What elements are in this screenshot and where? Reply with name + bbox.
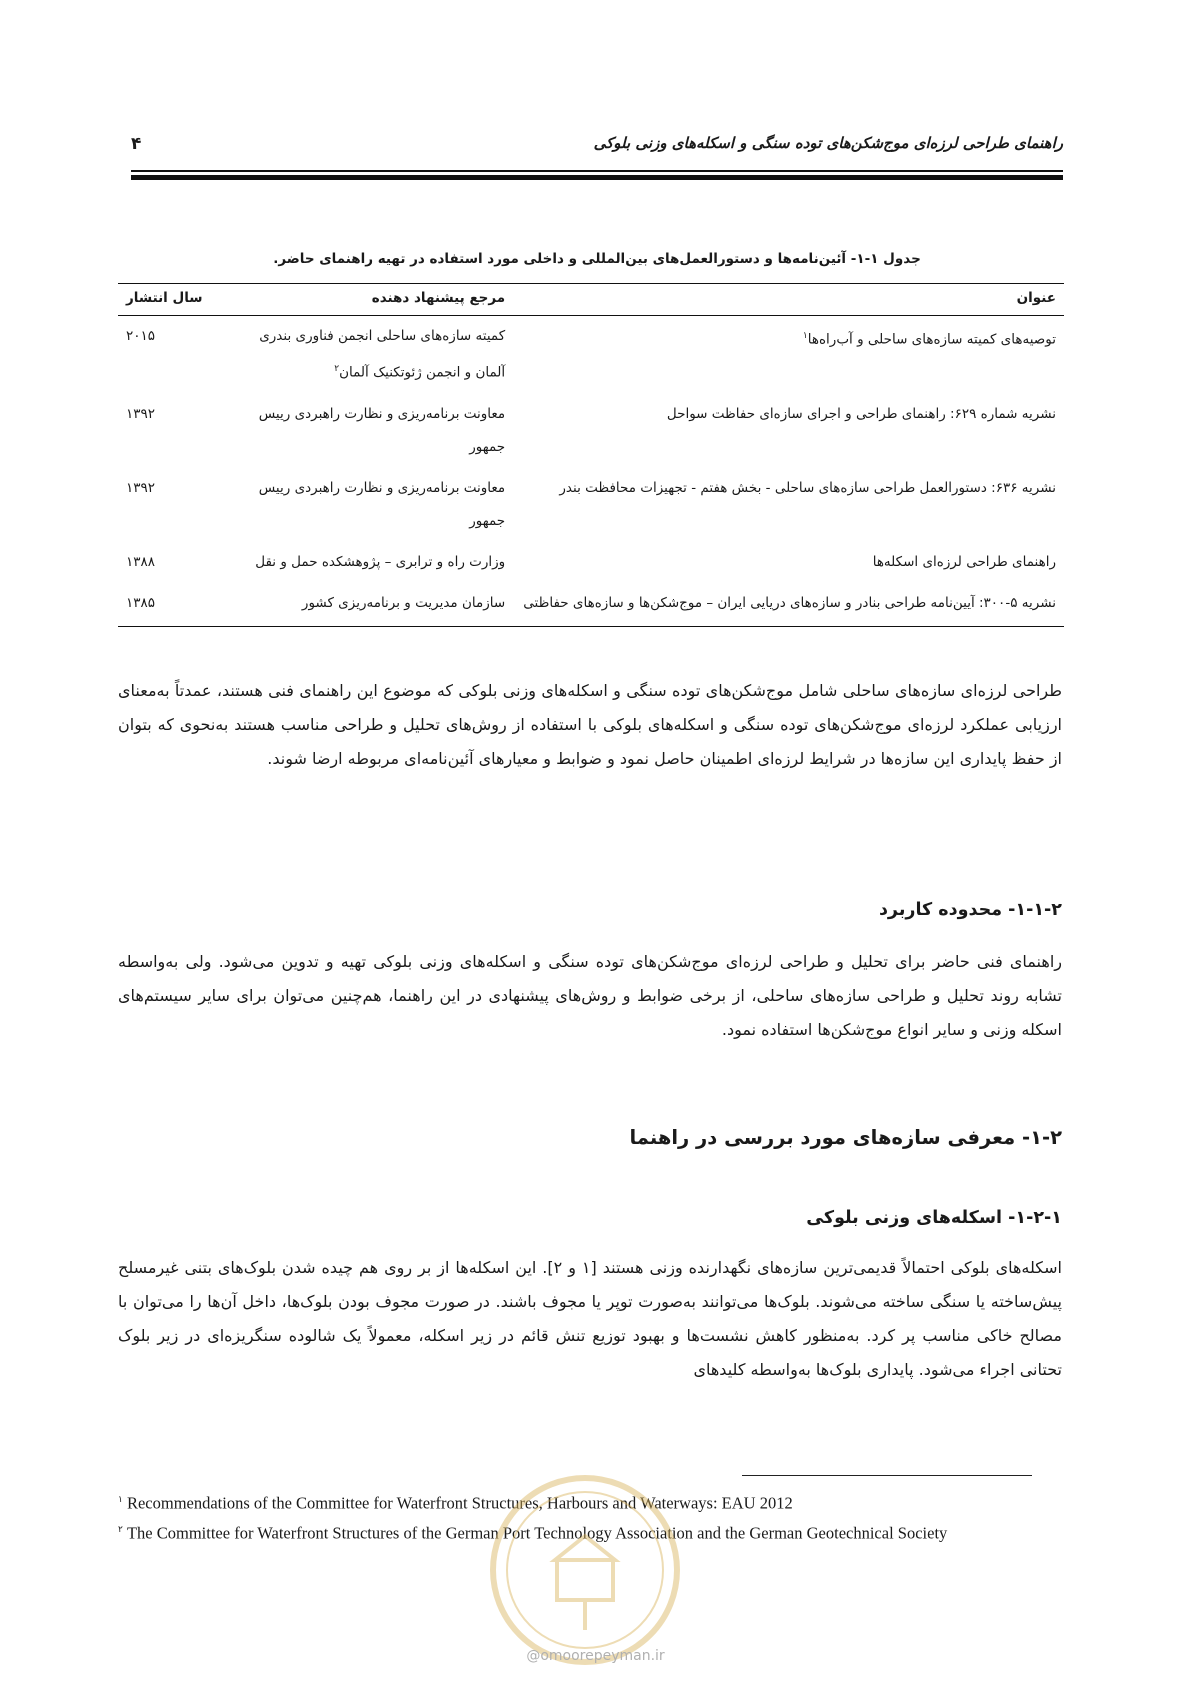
scope-paragraph: راهنمای فنی حاضر برای تحلیل و طراحی لرزه‌ای موج‌شکن‌های توده سنگی و اسکله‌های وزنی بلوکی تهیه و تدوین می‌شود. ولی به‌واسطه تشابه روند تحلیل و طراحی سازه‌های ساحلی، از برخی ضوابط و روش‌های پیشنهادی در این راهنما، هم‌چنین می‌توان برای سایر سیستم‌های اسکله وزنی و سایر انواع موج‌شکن‌ها استفاده نمود. — [118, 952, 1062, 1039]
column-header-year: سال انتشار — [118, 284, 224, 316]
seal-watermark-icon — [485, 1470, 685, 1670]
table-row — [118, 316, 1064, 394]
table-header-row — [118, 284, 1064, 316]
intro-paragraph: طراحی لرزه‌ای سازه‌های ساحلی شامل موج‌شکن‌های توده سنگی و اسکله‌های وزنی بلوکی که موضوع این راهنمای فنی هستند، عمدتاً به‌معنای ارزیابی عملکرد لرزه‌ای موج‌شکن‌های توده سنگی و اسکله‌های بلوکی با استفاده از روش‌های تحلیل و طراحی مناسب هستند به‌نحوی که بتوان از حفظ پایداری این سازه‌ها در شرایط لرزه‌ای اطمینان حاصل نمود و ضوابط و معیارهای آئین‌نامه‌ای مربوطه ارضا شوند. — [118, 681, 1062, 768]
cell-reference: کمیته سازه‌های ساحلی انجمن فناوری بندری آلمان و انجمن ژئوتکنیک آلمان$^۲$ — [259, 328, 506, 381]
site-watermark: @omoorepeyman.ir — [526, 1648, 665, 1664]
cell-title: راهنمای طراحی لرزه‌ای اسکله‌ها — [872, 553, 1056, 570]
page-number: ۴ — [131, 134, 142, 154]
running-title: راهنمای طراحی لرزه‌ای موج‌شکن‌های توده سنگی و اسکله‌های وزنی بلوکی — [593, 134, 1063, 152]
header-rule-thin — [131, 170, 1063, 172]
cell-reference: سازمان مدیریت و برنامه‌ریزی کشور — [224, 583, 514, 627]
section-heading-structures: ۱-۲- معرفی سازه‌های مورد بررسی در راهنما — [629, 1126, 1062, 1149]
cell-year: ۲۰۱۵ — [126, 328, 156, 344]
cell-year: ۱۳۹۲ — [126, 405, 156, 422]
cell-reference: وزارت راه و ترابری – پژوهشکده حمل و نقل — [255, 553, 506, 570]
table-row — [118, 394, 1064, 468]
cell-title: نشریه شماره ۶۲۹: راهنمای طراحی و اجرای سازه‌ای حفاظت سواحل — [666, 405, 1056, 422]
footnote-ref[interactable]: ۲ — [334, 364, 340, 374]
cell-title: نشریه ۵-۳۰۰: آیین‌نامه طراحی بنادر و سازه‌های دریایی ایران – موج‌شکن‌ها و سازه‌های حفاظتی — [513, 583, 1064, 627]
cell-title: نشریه ۶۳۶: دستورالعمل طراحی سازه‌های ساحلی - بخش هفتم - تجهیزات محافظت بندر — [559, 479, 1056, 496]
cell-reference: معاونت برنامه‌ریزی و نظارت راهبردی رییس جمهور — [258, 479, 506, 529]
cell-year: ۱۳۸۵ — [118, 583, 224, 627]
table-row — [118, 468, 1064, 542]
cell-year: ۱۳۹۲ — [126, 479, 156, 496]
table-caption: جدول ۱-۱- آئین‌نامه‌ها و دستورالعمل‌های بین‌المللی و داخلی مورد استفاده در تهیه راهنمای حاضر. — [273, 251, 921, 267]
footnote-text: Recommendations of the Committee for Waterfront Structures, Harbours and Waterways: EAU 2012 — [126, 1493, 793, 1513]
footnote-mark: ۲ — [118, 1524, 123, 1534]
at-icon: @ — [526, 1648, 541, 1664]
header-rule-thick — [131, 175, 1063, 180]
footnote-mark: ۱ — [118, 1494, 123, 1504]
footnote-separator — [742, 1475, 1032, 1476]
footnote-text: The Committee for Waterfront Structures of the German Port Technology Association and the German Geotechnical Society — [126, 1523, 948, 1543]
block-quays-paragraph: اسکله‌های بلوکی احتمالاً قدیمی‌ترین سازه‌های نگهدارنده وزنی هستند [۱ و ۲]. این اسکله‌ها از بر روی هم چیده شدن بلوک‌های بتنی غیرمسلح پیش‌ساخته یا سنگی ساخته می‌شوند. بلوک‌ها می‌توانند به‌صورت توپر یا مجوف باشند. در صورت مجوف بودن بلوک‌ها، داخل آن‌ها را می‌توان با مصالح خاکی مناسب پر کرد. به‌منظور کاهش نشست‌ها و بهبود توزیع تنش قائم در زیر اسکله، معمولاً یک شالوده سنگریزه‌ای در زیر بلوک تحتانی اجراء می‌شود. پایداری بلوک‌ها به‌واسطه کلیدهای — [118, 1258, 1062, 1379]
reference-table — [118, 283, 1064, 627]
column-header-title: عنوان — [513, 284, 1064, 316]
cell-title: توصیه‌های کمیته سازه‌های ساحلی و آب‌راه‌ها$^۱$ — [802, 331, 1056, 348]
section-heading-scope: ۱-۱-۲- محدوده کاربرد — [878, 900, 1062, 920]
cell-year: ۱۳۸۸ — [126, 553, 156, 570]
table-row — [118, 542, 1064, 583]
column-header-reference: مرجع پیشنهاد دهنده — [224, 284, 514, 316]
section-heading-block-quays: ۱-۲-۱- اسکله‌های وزنی بلوکی — [806, 1208, 1062, 1228]
page-header — [131, 132, 1063, 172]
cell-reference: معاونت برنامه‌ریزی و نظارت راهبردی رییس جمهور — [258, 405, 506, 455]
table-row — [118, 583, 1064, 627]
footnote-ref[interactable]: ۱ — [802, 331, 808, 341]
